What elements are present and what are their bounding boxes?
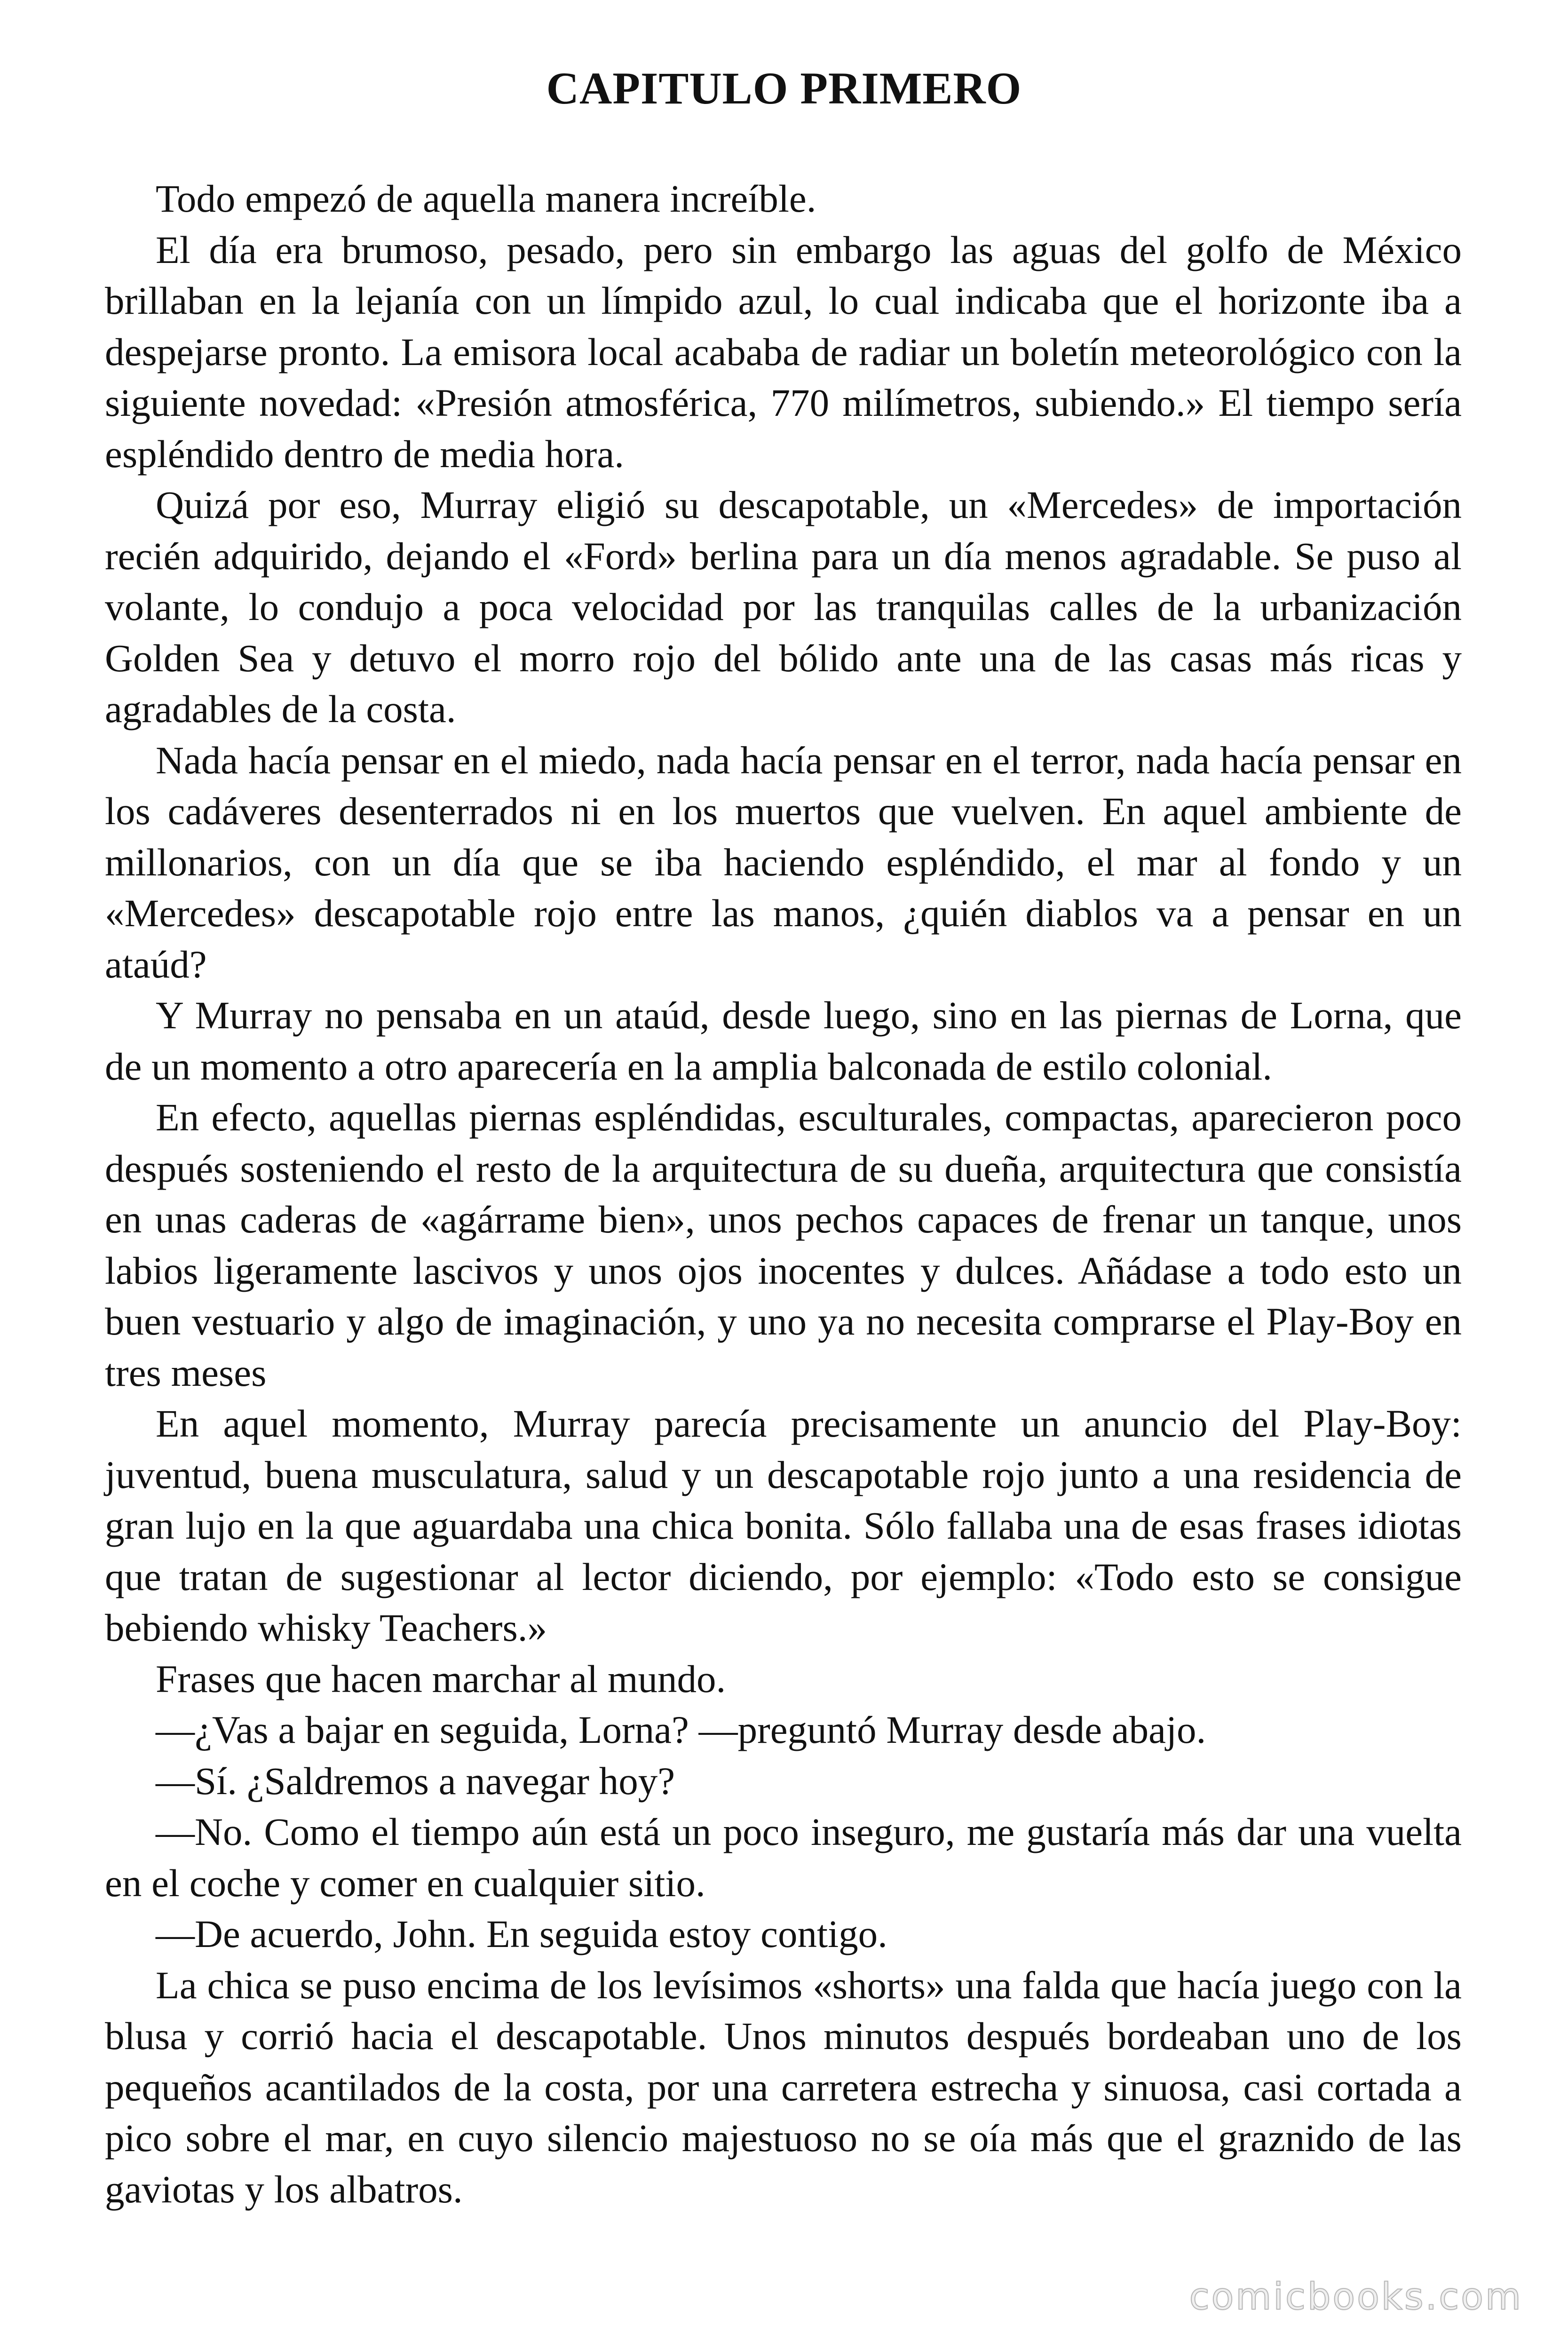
dialogue-line: —Sí. ¿Saldremos a navegar hoy? <box>156 1759 675 1803</box>
chapter-body <box>105 173 1462 2215</box>
paragraph: La chica se puso encima de los levísimos «shorts» una falda que hacía juego con la blusa y corrió hacia el descapotable. Unos minutos después bordeaban uno de los pequeños acantilados de la costa, por una carretera estrecha y sinuosa, casi cortada a pico sobre el mar, en cuyo silencio majestuoso no se oía más que el graznido de las gaviotas y los albatros. <box>105 1963 1462 2211</box>
paragraph: El día era brumoso, pesado, pero sin embargo las aguas del golfo de México brillaban en la lejanía con un límpido azul, lo cual indicaba que el horizonte iba a despejarse pronto. La emisora local acababa de radiar un boletín meteorológico con la siguiente novedad: «Presión atmosférica, 770 milímetros, subiendo.» El tiempo sería espléndido dentro de media hora. <box>105 228 1462 476</box>
dialogue-line: —¿Vas a bajar en seguida, Lorna? —preguntó Murray desde abajo. <box>156 1708 1206 1751</box>
dialogue-line: —De acuerdo, John. En seguida estoy contigo. <box>156 1912 887 1955</box>
paragraph: Y Murray no pensaba en un ataúd, desde luego, sino en las piernas de Lorna, que de un momento a otro aparecería en la amplia balconada de estilo colonial. <box>105 993 1462 1088</box>
paragraph: Nada hacía pensar en el miedo, nada hacía pensar en el terror, nada hacía pensar en los cadáveres desenterrados ni en los muertos que vuelven. En aquel ambiente de millonarios, con un día que se iba haciendo espléndido, el mar al fondo y un «Mercedes» descapotable rojo entre las manos, ¿quién diablos va a pensar en un ataúd? <box>105 738 1462 986</box>
chapter-title: CAPITULO PRIMERO <box>546 63 1022 113</box>
paragraph: Frases que hacen marchar al mundo. <box>156 1657 726 1700</box>
paragraph: Quizá por eso, Murray eligió su descapotable, un «Mercedes» de importación recién adquirido, dejando el «Ford» berlina para un día menos agradable. Se puso al volante, lo condujo a poca velocidad por las tranquilas calles de la urbanización Golden Sea y detuvo el morro rojo del bólido ante una de las casas más ricas y agradables de la costa. <box>105 483 1462 731</box>
dialogue-line: —No. Como el tiempo aún está un poco inseguro, me gustaría más dar una vuelta en el coche y comer en cualquier sitio. <box>105 1810 1462 1905</box>
paragraph: En aquel momento, Murray parecía precisamente un anuncio del Play-Boy: juventud, buena musculatura, salud y un descapotable rojo junto a una residencia de gran lujo en la que aguardaba una chica bonita. Sólo fallaba una de esas frases idiotas que tratan de sugestionar al lector diciendo, por ejemplo: «Todo esto se consigue bebiendo whisky Teachers.» <box>105 1402 1462 1649</box>
paragraph: Todo empezó de aquella manera increíble. <box>156 177 816 220</box>
watermark: comicbooks.com <box>1189 2276 1523 2318</box>
paragraph: En efecto, aquellas piernas espléndidas, esculturales, compactas, aparecieron poco después sosteniendo el resto de la arquitectura de su dueña, arquitectura que consistía en unas caderas de «agárrame bien», unos pechos capaces de frenar un tanque, unos labios ligeramente lascivos y unos ojos inocentes y dulces. Añádase a todo esto un buen vestuario y algo de imaginación, y uno ya no necesita comprarse el Play-Boy en tres meses <box>105 1096 1462 1394</box>
